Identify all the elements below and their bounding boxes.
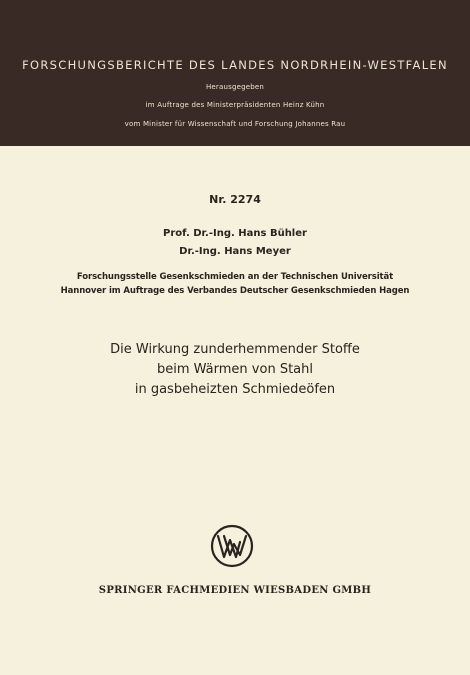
author-1: Prof. Dr.-Ing. Hans Bühler [163,228,307,239]
series-title: FORSCHUNGSBERICHTE DES LANDES NORDRHEIN-WESTFALEN [22,58,448,72]
publisher-name: SPRINGER FACHMEDIEN WIESBADEN GMBH [98,585,372,596]
editor-line-1: Herausgegeben [205,83,265,91]
editor-line-2: im Auftrage des Ministerpräsidenten Heinz Kühn [145,101,325,109]
book-title-line-3: in gasbeheizten Schmiedeöfen [134,382,336,397]
institution-line-1: Forschungsstelle Gesenkschmieden an der Technischen Universität [76,272,394,282]
author-2: Dr.-Ing. Hans Meyer [179,246,291,257]
editor-line-3: vom Minister für Wissenschaft und Forschung Johannes Rau [124,120,346,128]
institution-line-2: Hannover im Auftrage des Verbandes Deutscher Gesenkschmieden Hagen [60,286,410,296]
springer-vs-logo-icon [210,524,254,568]
cover-header-band [0,0,470,146]
report-number: Nr. 2274 [209,193,261,206]
book-title-line-2: beim Wärmen von Stahl [157,362,313,377]
book-title-line-1: Die Wirkung zunderhemmender Stoffe [110,342,360,357]
